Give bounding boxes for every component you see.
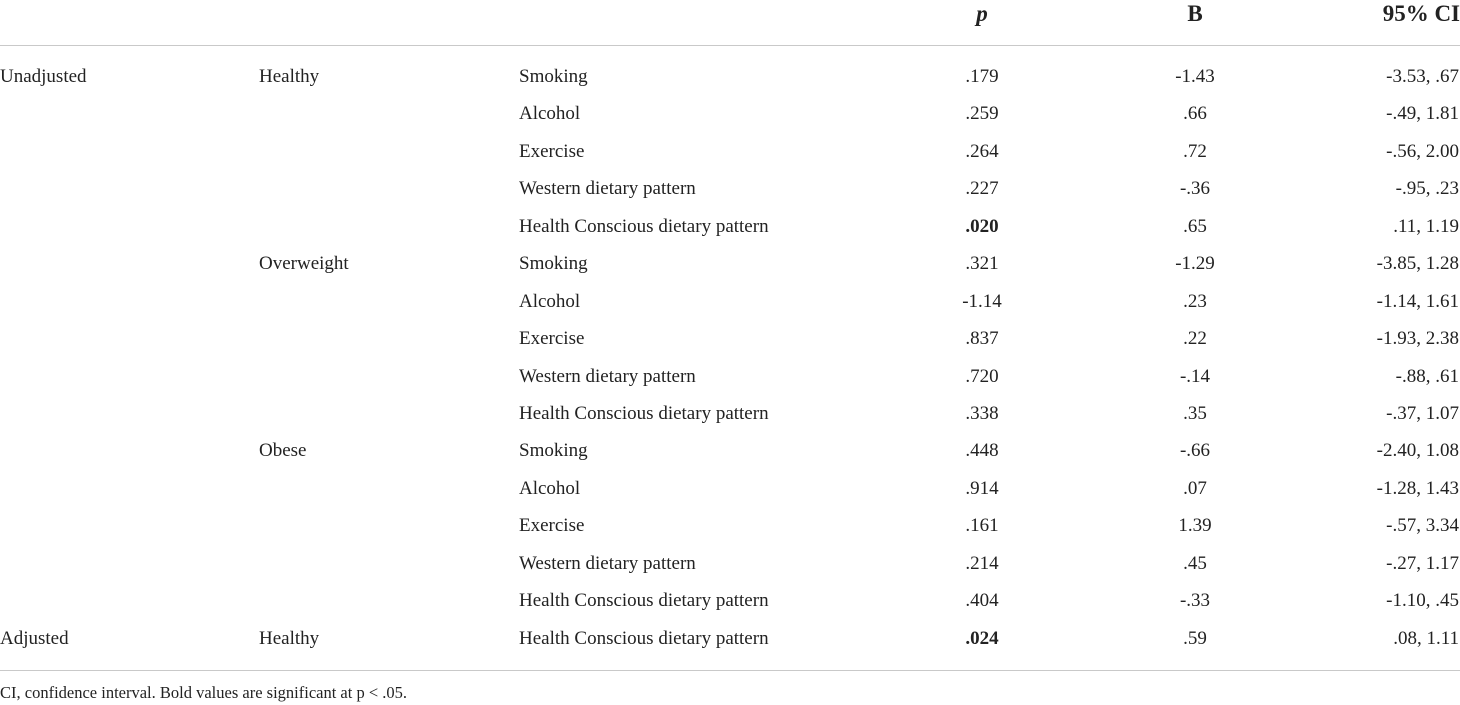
table-bottom-rule — [0, 670, 1460, 671]
table-header — [0, 0, 1460, 46]
ci-cell: -.27, 1.17 — [1386, 552, 1459, 574]
b-cell: .07 — [1183, 477, 1207, 499]
p-value-cell: .161 — [965, 515, 999, 537]
header-b: B — [1187, 1, 1203, 26]
table-row — [0, 358, 1460, 395]
variable-cell: Alcohol — [519, 103, 581, 125]
ci-cell: -.56, 2.00 — [1386, 140, 1459, 162]
header-p-value: p — [976, 1, 988, 26]
p-value-cell: .179 — [965, 66, 999, 87]
p-value-cell-significant: .020 — [965, 215, 999, 237]
table-row — [0, 507, 1460, 544]
ci-cell: -.88, .61 — [1395, 365, 1459, 387]
variable-cell: Exercise — [519, 515, 585, 537]
header-95-ci: 95% CI — [1382, 1, 1460, 26]
table-row — [0, 582, 1460, 619]
ci-cell: .08, 1.11 — [1393, 627, 1459, 649]
ci-cell: -.57, 3.34 — [1386, 515, 1459, 537]
p-value-cell: .404 — [965, 590, 999, 612]
p-value-cell-significant: .024 — [965, 627, 999, 649]
table-row — [0, 95, 1460, 132]
ci-cell: -3.53, .67 — [1386, 66, 1459, 87]
p-value-cell: -1.14 — [962, 290, 1002, 312]
b-cell: .59 — [1183, 627, 1207, 649]
table-body — [0, 46, 1460, 657]
b-cell: -.33 — [1179, 590, 1211, 612]
ci-cell: -.49, 1.81 — [1386, 103, 1459, 125]
ci-cell: -.95, .23 — [1395, 178, 1459, 200]
p-value-cell: .214 — [965, 552, 999, 574]
table-row — [0, 208, 1460, 245]
variable-cell: Exercise — [519, 328, 585, 350]
table-row — [0, 395, 1460, 432]
group-cell: Unadjusted — [0, 66, 87, 87]
p-value-cell: .264 — [965, 140, 999, 162]
ci-cell: -1.10, .45 — [1386, 590, 1459, 612]
ci-cell: -1.93, 2.38 — [1376, 328, 1459, 350]
p-value-cell: .914 — [965, 477, 999, 499]
p-value-cell: .448 — [965, 440, 999, 462]
table-row — [0, 545, 1460, 582]
ci-cell: -2.40, 1.08 — [1376, 440, 1459, 462]
table-row — [0, 432, 1460, 469]
p-value-cell: .321 — [965, 253, 999, 275]
p-value-cell: .837 — [965, 328, 999, 350]
variable-cell: Smoking — [519, 66, 588, 87]
ci-cell: -1.28, 1.43 — [1376, 477, 1459, 499]
table-row — [0, 320, 1460, 357]
b-cell: -1.43 — [1175, 66, 1215, 87]
variable-cell: Western dietary pattern — [519, 178, 696, 200]
b-cell: -.66 — [1179, 440, 1211, 462]
ci-cell: .11, 1.19 — [1393, 215, 1459, 237]
ci-cell: -3.85, 1.28 — [1376, 253, 1459, 275]
variable-cell: Health Conscious dietary pattern — [519, 215, 769, 237]
weight-cell: Overweight — [259, 253, 349, 275]
table-row — [0, 620, 1460, 657]
b-cell: .35 — [1183, 402, 1207, 424]
ci-cell: -.37, 1.07 — [1386, 402, 1459, 424]
b-cell: -.36 — [1179, 178, 1211, 200]
ci-cell: -1.14, 1.61 — [1376, 290, 1459, 312]
table-row — [0, 283, 1460, 320]
b-cell: -1.29 — [1175, 253, 1215, 275]
table-row — [0, 133, 1460, 170]
variable-cell: Alcohol — [519, 290, 581, 312]
p-value-cell: .338 — [965, 402, 999, 424]
table-row — [0, 245, 1460, 282]
variable-cell: Alcohol — [519, 477, 581, 499]
table-row — [0, 58, 1460, 95]
b-cell: .66 — [1183, 103, 1207, 125]
group-cell: Adjusted — [0, 627, 69, 649]
table-row — [0, 170, 1460, 207]
p-value-cell: .720 — [965, 365, 999, 387]
variable-cell: Health Conscious dietary pattern — [519, 402, 769, 424]
weight-cell: Healthy — [259, 66, 320, 87]
variable-cell: Smoking — [519, 253, 588, 275]
b-cell: .45 — [1183, 552, 1207, 574]
weight-cell: Healthy — [259, 627, 320, 649]
b-cell: .22 — [1183, 328, 1207, 350]
table-footnote: CI, confidence interval. Bold values are significant at p < .05. — [0, 683, 408, 702]
variable-cell: Health Conscious dietary pattern — [519, 590, 769, 612]
weight-cell: Obese — [259, 440, 307, 462]
b-cell: .23 — [1183, 290, 1207, 312]
variable-cell: Smoking — [519, 440, 588, 462]
variable-cell: Exercise — [519, 140, 585, 162]
variable-cell: Western dietary pattern — [519, 365, 696, 387]
table-row — [0, 470, 1460, 507]
p-value-cell: .259 — [965, 103, 999, 125]
b-cell: 1.39 — [1178, 515, 1212, 537]
variable-cell: Health Conscious dietary pattern — [519, 627, 769, 649]
b-cell: .72 — [1183, 140, 1207, 162]
b-cell: -.14 — [1179, 365, 1211, 387]
p-value-cell: .227 — [965, 178, 999, 200]
b-cell: .65 — [1183, 215, 1207, 237]
variable-cell: Western dietary pattern — [519, 552, 696, 574]
